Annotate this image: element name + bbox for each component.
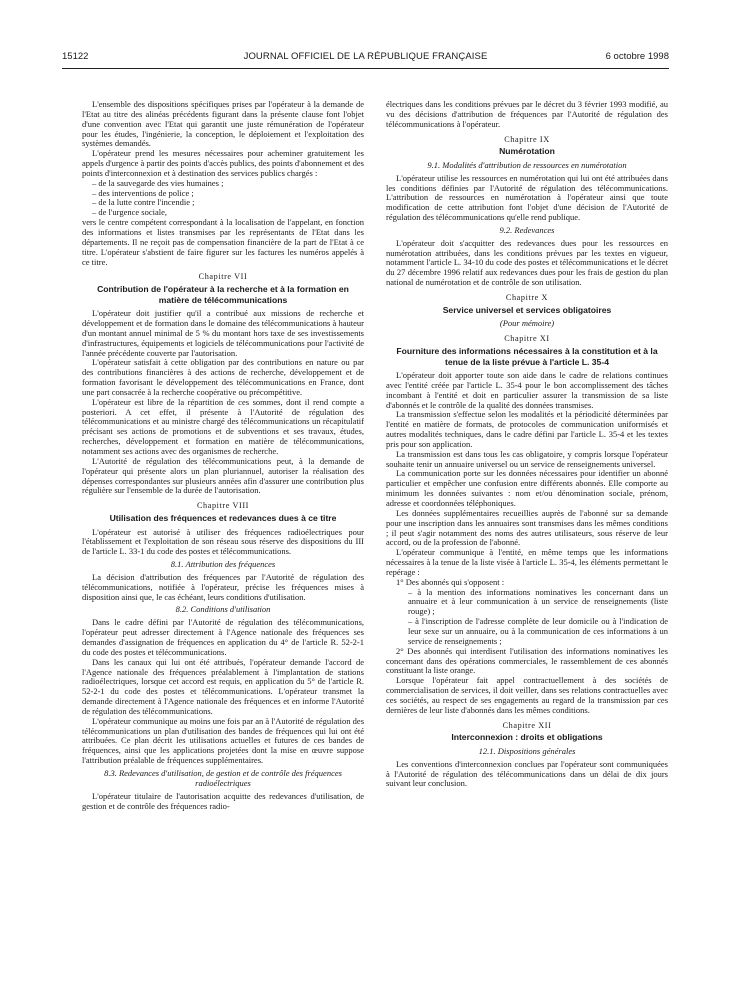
header-rule [62,68,669,69]
paragraph: électriques dans les conditions prévues par le décret du 3 février 1993 modifié, au vu des décisions d'attribution de fréquences par l'Autorité de régulation des télécommunications à l'opérateur. [386,99,668,129]
section-heading: 8.1. Attribution des fréquences [170,559,276,570]
journal-title: JOURNAL OFFICIEL DE LA RÉPUBLIQUE FRANÇAISE [243,51,488,62]
list-item: – des interventions de police ; [92,187,194,198]
section-heading: 9.2. Redevances [499,224,555,235]
paragraph: L'opérateur satisfait à cette obligation par des contributions en nature ou par des contributions financières à des actions de recherche, développement et de formation favorisant le développement des télécommunications en France, dont une part consacrée à la recherche coopérative ou précompétitive. [82,357,364,397]
page-number: 15122 [62,51,89,62]
paragraph: L'opérateur est autorisé à utiliser des fréquences radioélectriques pour l'établissement et l'exploitation de son réseau sous réserve des dispositions du III de l'article L. 33-1 du code des postes et télécommunications. [82,526,364,557]
list-item: – de la lutte contre l'incendie ; [92,197,195,208]
paragraph: La transmission est dans tous les cas obligatoire, y compris lorsque l'opérateur souhaite tenir un annuaire universel ou un service de renseignements universel. [386,448,668,469]
paragraph: L'opérateur doit s'acquitter des redevances dues pour les ressources en numérotation attribuées, dans les conditions prévues par les textes en vigueur, notamment l'article L. 34-10 du code des postes et télécommunications et le décret du 27 décembre 1996 relatif aux redevances dues pour les frais de gestion du plan national de numérotation et de contrôle de son utilisation. [386,237,668,288]
list-item: 1° Des abonnés qui s'opposent : [396,576,505,587]
section-heading: 9.1. Modalités d'attribution de ressources en numérotation [427,159,627,170]
chapter-label: Chapitre XII [502,720,552,730]
chapter-title: Contribution de l'opérateur à la recherche et à la formation en matière de télécommunications [97,284,349,305]
section-heading: 8.3. Redevances d'utilisation, de gestion et de contrôle des fréquences radioélectriques [104,767,342,788]
paragraph: L'opérateur est libre de la répartition de ces sommes, dont il rend compte a posteriori. A cet effet, il présente à l'Autorité de régulation des télécommunications et au ministre chargé des télécommunications un récapitulatif précisant ses actions de promotions et de subventions et ses travaux, études, recherches, développement et formation en matière de télécommunications, notamment ses actions avec des organismes de recherche. [82,396,364,456]
paragraph: L'opérateur titulaire de l'autorisation acquitte des redevances d'utilisation, de gestion et de contrôle des fréquences radio- [82,790,364,811]
paragraph: L'opérateur prend les mesures nécessaires pour acheminer gratuitement les appels d'urgence à partir des points d'accès publics, des points d'abonnement et des points d'interconnexion et à destination des services publics chargés : [82,148,364,178]
chapter-title: Service universel et services obligatoires [442,304,612,315]
section-heading: 12.1. Dispositions générales [478,745,576,756]
chapter-label: Chapitre VII [198,272,248,282]
chapter-label: Chapitre X [505,293,549,302]
paragraph: Dans les canaux qui lui ont été attribués, l'opérateur demande l'accord de l'Agence nationale des fréquences préalablement à l'implantation de stations radioélectriques, lorsque cet accord est requis, en application du 5° de l'article R. 52-2-1 du code des postes et télécommunications. L'opérateur transmet la demande directement à l'Agence nationale des fréquences et en informe l'Autorité de régulation des télécommunications. [82,656,364,716]
list-item: – de la sauvegarde des vies humaines ; [92,177,224,188]
paragraph: La transmission s'effectue selon les modalités et la périodicité déterminées par l'entité en matière de formats, de protocoles de communication uniformisés et autres modalités techniques, dans le cadre défini par l'article L. 35-4 et les textes pris pour son application. [386,409,668,449]
paragraph: L'opérateur communique au moins une fois par an à l'Autorité de régulation des télécommunications un plan d'utilisation des bandes de fréquences qui lui ont été attribuées. Ce plan décrit les utilisations actuelles et futures de ces bandes de fréquences, ainsi que les applications projetées dont la mise en œuvre suppose l'attribution préalable de fréquences supplémentaires. [82,715,364,766]
running-header [62,51,669,65]
left-column [82,100,364,811]
paragraph: Dans le cadre défini par l'Autorité de régulation des télécommunications, l'opérateur peut adresser directement à l'Agence nationale des fréquences ses demandes d'assignation de fréquences en application du 4° de l'article R. 52-2-1 du code des postes et télécommunications. [82,617,364,657]
right-column [386,100,668,789]
list-item: – à l'inscription de l'adresse complète de leur domicile ou à l'indication de leur sexe sur un annuaire, ou à la communication de ces informations à un service de renseignements ; [408,616,668,646]
paragraph: La décision d'attribution des fréquences par l'Autorité de régulation des télécommunications, notifiée à l'opérateur, précise les fréquences mises à disposition ainsi que, le cas échéant, leurs conditions d'utilisation. [82,571,364,602]
list-item: – à la mention des informations nominatives les concernant dans un annuaire et à leur communication à un service de renseignements (liste rouge) ; [408,586,668,617]
list-item: – de l'urgence sociale, [92,207,168,218]
chapter-label: Chapitre VIII [197,501,249,511]
paragraph: Les conventions d'interconnexion conclues par l'opérateur sont communiquées à l'Autorité de régulation des télécommunications dans un délai de dix jours suivant leur conclusion. [386,758,668,789]
paragraph: L'Autorité de régulation des télécommunications peut, à la demande de l'opérateur qui présente alors un plan pluriannuel, autoriser la réalisation des dépenses correspondantes sur plusieurs années afin d'assurer une contribution plus régulière sur l'ensemble de la durée de l'autorisation. [82,455,364,496]
paragraph: 2° Des abonnés qui interdisent l'utilisation des informations nominatives les concernant dans des opérations commerciales, le rassemblement de ces abonnés constituant la liste orange. [386,645,668,676]
paragraph: vers le centre compétent correspondant à la localisation de l'appelant, en fonction des informations et listes transmises par les représentants de l'Etat dans les départements. Il ne reçoit pas de compensation financière de la part de l'Etat à ce titre. L'opérateur s'abstient de faire figurer sur les factures les numéros appelés à ce titre. [82,217,364,267]
paragraph: L'opérateur utilise les ressources en numérotation qui lui ont été attribuées dans les conditions définies par l'Autorité de régulation des télécommunications. L'attribution de ressources en numérotation à l'opérateur ainsi que toute modification de cette attribution font l'objet d'une décision de l'Autorité de régulation des télécommunications qu'elle rend publique. [386,172,668,223]
memo-note: (Pour mémoire) [499,318,555,329]
paragraph: L'opérateur doit apporter toute son aide dans le cadre de relations continues avec l'entité créée par l'article L. 35-4 pour le bon accomplissement des tâches incombant à l'entité et doit en particulier assurer la transmission de sa liste d'abonnés et le contrôle de la qualité des données transmises. [386,370,668,410]
issue-date: 6 octobre 1998 [605,51,669,62]
chapter-title: Fourniture des informations nécessaires à la constitution et à la tenue de la liste prévue à l'article L. 35-4 [396,346,658,367]
paragraph: L'ensemble des dispositions spécifiques prises par l'opérateur à la demande de l'Etat au titre des alinéas précédents figurant dans la présente clause font l'objet d'une convention avec l'Etat qui garantit une juste rémunération de l'opérateur pour les études, l'ingénierie, la conception, le déploiement et l'exploitation des systèmes demandés. [82,99,364,149]
paragraph: L'opérateur communique à l'entité, en même temps que les informations nécessaires à la tenue de la liste visée à l'article L. 35-4, les éléments permettant le repérage : [386,547,668,577]
chapter-title: Utilisation des fréquences et redevances dues à ce titre [109,513,337,524]
chapter-label: Chapitre IX [504,134,550,144]
chapter-title: Interconnexion : droits et obligations [451,732,603,743]
section-heading: 8.2. Conditions d'utilisation [175,604,271,615]
paragraph: Les données supplémentaires recueillies auprès de l'abonné sur sa demande pour une inscription dans les annuaires sont transmises dans les mêmes conditions ; il peut s'agir notamment des noms des autres utilisateurs, sous réserve de leur accord, ou de la profession de l'abonné. [386,507,668,548]
chapter-title: Numérotation [499,146,555,157]
chapter-label: Chapitre XI [504,334,550,344]
paragraph: La communication porte sur les données nécessaires pour identifier un abonné particulier et empêcher une confusion entre différents abonnés. Elle comporte au minimum les données suivantes : nom et/ou dénomination sociale, prénom, adresse et coordonnées téléphoniques. [386,468,668,508]
paragraph: Lorsque l'opérateur fait appel contractuellement à des sociétés de commercialisation de services, il doit veiller, dans ses relations contractuelles avec ces sociétés, au respect de ses engagements au regard de la transmission par ces dernières de leur liste d'abonnés dans les mêmes conditions. [386,675,668,715]
paragraph: L'opérateur doit justifier qu'il a contribué aux missions de recherche et développement et de formation dans le domaine des télécommunications à hauteur d'un montant annuel minimal de 5 % du montant hors taxe de ses investissements d'infrastructures, équipements et logiciels de télécommunications pour l'activité de l'année précédente couverte par l'autorisation. [82,308,364,358]
